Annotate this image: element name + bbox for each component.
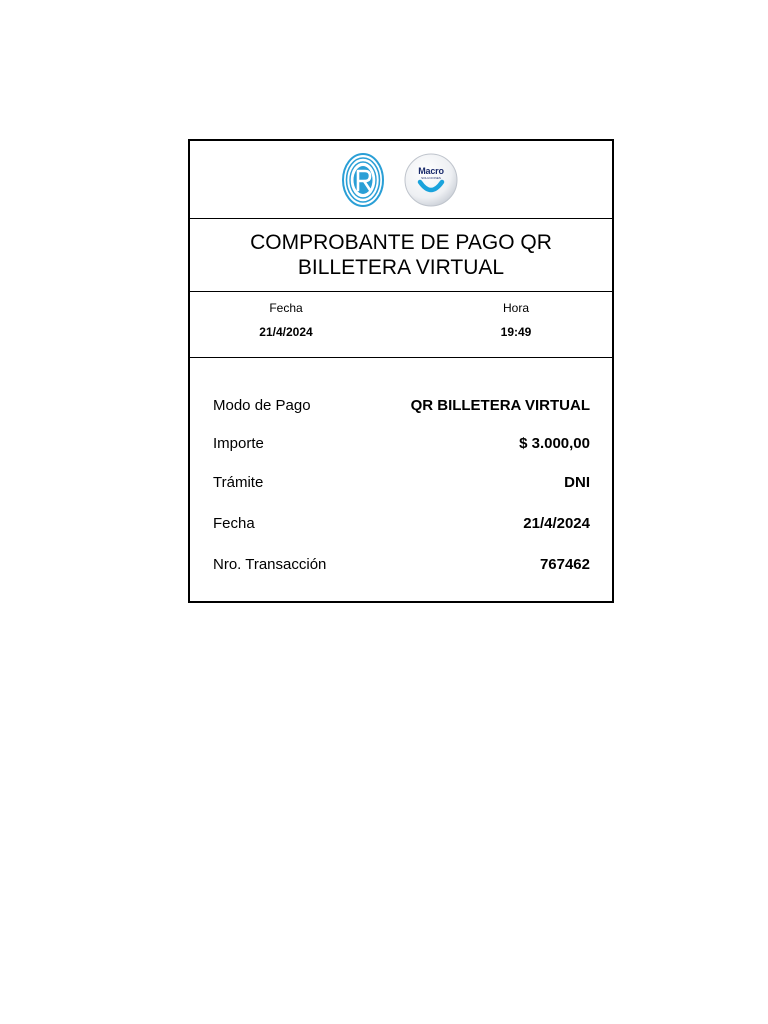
receipt-title	[190, 219, 612, 292]
datetime-section	[190, 292, 612, 358]
fecha-column	[216, 300, 356, 340]
hora-column	[446, 300, 586, 340]
detail-row-fecha	[213, 515, 590, 533]
detail-row-modo-pago	[213, 397, 590, 415]
payment-details	[190, 358, 612, 603]
detail-label: Importe	[213, 435, 264, 452]
detail-value: QR BILLETERA VIRTUAL	[410, 397, 590, 414]
logo-header	[190, 141, 612, 219]
macro-logo-subtext: SOLUCIONES	[421, 175, 441, 180]
fecha-label: Fecha	[269, 301, 303, 315]
detail-row-tramite	[213, 474, 590, 492]
title-line-1: COMPROBANTE DE PAGO QR	[250, 231, 552, 254]
detail-value: $ 3.000,00	[519, 435, 590, 452]
detail-label: Trámite	[213, 474, 264, 491]
detail-label: Fecha	[213, 515, 255, 532]
fecha-value: 21/4/2024	[259, 325, 313, 339]
detail-value: 21/4/2024	[523, 515, 590, 532]
r-logo-icon	[342, 153, 384, 207]
detail-label: Nro. Transacción	[213, 556, 327, 573]
detail-row-transaccion	[213, 556, 590, 574]
detail-row-importe	[213, 435, 590, 453]
macro-logo-icon	[404, 153, 458, 207]
detail-label: Modo de Pago	[213, 397, 311, 414]
detail-value: DNI	[564, 474, 590, 491]
hora-label: Hora	[502, 301, 529, 315]
hora-value: 19:49	[500, 325, 532, 339]
macro-logo-text: Macro	[418, 165, 444, 176]
title-line-2: BILLETERA VIRTUAL	[297, 256, 505, 279]
detail-value: 767462	[539, 556, 590, 573]
payment-receipt	[188, 139, 614, 603]
